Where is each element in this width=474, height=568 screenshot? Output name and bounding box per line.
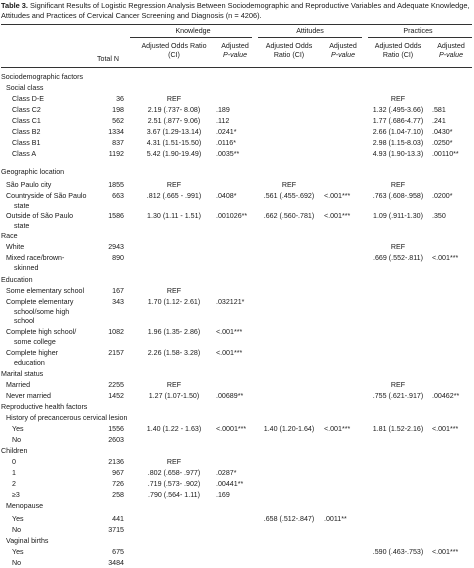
cell-knowledge-p: .0116* [216,139,236,147]
header-knowledge-p: P-value [222,51,248,59]
group-attitudes: Attitudes [296,27,324,35]
cell-knowledge-p: .00689** [216,392,244,400]
row-label: Yes [12,548,24,556]
caption-text: Significant Results of Logistic Regression Analysis Between Sociodemographic and Reproductive Variables and Adequate Knowledge, Attitudes and Practices of Cervical Cancer Screening and Diagnosis (n = 4206). [1,1,470,20]
cell-practices-p: .350 [432,212,446,220]
group-label: Complete elementary [6,298,74,306]
row-label: Class B2 [12,128,41,136]
cell-knowledge-p: .00441** [216,480,244,488]
caption-label: Table 3. [1,1,28,10]
cell-knowledge-p: .0241* [216,128,237,136]
group-label: Married [6,381,31,389]
cell-knowledge-or: 1.70 (1.12- 2.61) [147,298,201,306]
row-label: Class A [12,150,37,158]
cell-knowledge-or: 2.26 (1.58- 3.28) [147,349,201,357]
row-label-cont: school [14,317,35,325]
top-rule [1,24,472,25]
cell-knowledge-or: 1.96 (1.35- 2.86) [147,328,201,336]
header-rule [1,67,472,68]
group-label: Complete higher [6,349,59,357]
header-attitudes-adj: Adjusted [329,42,357,50]
cell-knowledge-or: .790 (.564- 1.11) [148,491,200,499]
cell-total-n: 2255 [108,381,124,389]
cell-total-n: 663 [112,192,124,200]
cell-attitudes-p: .0011** [324,515,347,523]
row-label-cont: state [14,201,30,210]
knowledge-rule [130,37,252,38]
cell-total-n: 675 [112,548,124,556]
cell-knowledge-p: <.0001*** [216,425,247,433]
cell-practices-p: <.001*** [432,425,459,433]
cell-knowledge-p: .0035** [216,150,240,158]
group-knowledge: Knowledge [175,27,211,35]
header-attitudes-or-1: Adjusted Odds [265,42,313,50]
header-knowledge-or-1: Adjusted Odds Ratio [141,42,207,50]
cell-practices-or: 2.98 (1.15-8.03) [372,139,424,147]
header-practices-or-2: Ratio (CI) [382,51,414,59]
cell-knowledge-or: 1.27 (1.07-1.50) [148,392,200,400]
cell-knowledge-or: REF [166,287,182,295]
row-label-cont: school/some high [14,307,70,316]
group-practices: Practices [403,27,433,35]
group-label: Never married [6,392,51,400]
section-heading: Reproductive health factors [1,403,88,411]
row-label: No [12,436,22,444]
group-label: History of precancerous cervical lesion [6,414,128,422]
cell-practices-or: .669 (.552-.811) [373,254,423,262]
cell-total-n: 562 [112,117,124,125]
row-label: Class B1 [12,139,41,147]
cell-attitudes-p: <.001*** [324,425,351,433]
header-practices-p: P-value [438,51,464,59]
cell-total-n: 1192 [108,150,124,158]
cell-practices-or: 1.32 (.495-3.66) [372,106,424,114]
group-label: Outside of São Paulo [6,212,74,220]
section-heading: Marital status [1,370,44,378]
cell-attitudes-or: REF [281,181,297,189]
row-label: Yes [12,425,24,433]
cell-knowledge-or: 2.19 (.737- 8.08) [147,106,201,114]
cell-practices-p: .00462** [432,392,460,400]
row-label: No [12,559,22,567]
row-label: Class D-E [12,95,44,103]
row-label: No [12,526,22,534]
cell-knowledge-or: .812 (.665 - .991) [146,192,202,200]
section-heading: Geographic location [1,168,65,176]
cell-knowledge-or: REF [166,95,182,103]
cell-practices-p: .0250* [432,139,453,147]
table-caption [1,1,471,20]
section-heading: Education [1,276,33,284]
cell-knowledge-or: REF [166,181,182,189]
row-label-cont: education [14,358,45,367]
cell-practices-or: .763 (.608-.958) [372,192,424,200]
cell-total-n: 3715 [108,526,124,534]
cell-knowledge-or: REF [166,458,182,466]
header-knowledge-or-2: (CI) [168,51,180,59]
cell-total-n: 3484 [108,559,124,567]
cell-total-n: 1855 [108,181,124,189]
group-label: São Paulo city [6,181,52,189]
cell-attitudes-p: <.001*** [324,212,351,220]
cell-knowledge-or: .719 (.573- .902) [147,480,201,488]
cell-total-n: 36 [116,95,124,103]
cell-practices-p: <.001*** [432,254,459,262]
cell-total-n: 198 [112,106,124,114]
cell-practices-or: 4.93 (1.90-13.3) [372,150,424,158]
cell-knowledge-p: .0408* [216,192,237,200]
cell-total-n: 2603 [108,436,124,444]
practices-rule [368,37,472,38]
group-label: Vaginal births [6,537,49,545]
cell-total-n: 167 [112,287,124,295]
group-label: Social class [6,84,44,92]
cell-total-n: 441 [112,515,124,523]
cell-knowledge-p: .032121* [216,298,245,306]
cell-knowledge-or: 2.51 (.877- 9.06) [147,117,201,125]
cell-total-n: 1556 [108,425,124,433]
header-practices-adj: Adjusted [437,42,465,50]
cell-practices-or: 1.77 (.686-4.77) [372,117,424,125]
header-practices-or-1: Adjusted Odds [374,42,422,50]
cell-total-n: 1452 [108,392,124,400]
cell-knowledge-or: 5.42 (1.90-19.49) [146,150,202,158]
cell-practices-or: 2.66 (1.04-7.10) [372,128,424,136]
cell-practices-or: .755 (.621-.917) [372,392,424,400]
cell-attitudes-or: .658 (.512-.847) [263,515,315,523]
header-knowledge-adj: Adjusted [221,42,249,50]
row-label: 0 [12,458,16,466]
cell-attitudes-or: .561 (.455-.692) [263,192,315,200]
group-label: Menopause [6,502,44,510]
cell-total-n: 967 [112,469,124,477]
row-label-cont: some college [14,337,56,346]
cell-knowledge-or: .802 (.658- .977) [147,469,201,477]
header-total-n: Total N [96,55,120,63]
cell-practices-p: .00110** [432,150,459,158]
cell-knowledge-p: .112 [216,117,230,125]
cell-total-n: 2136 [108,458,124,466]
cell-knowledge-or: 1.40 (1.22 - 1.63) [146,425,202,433]
group-label: Countryside of São Paulo [6,192,87,200]
group-label: Some elementary school [6,287,85,295]
header-attitudes-or-2: Ratio (CI) [273,51,305,59]
cell-knowledge-p: .0287* [216,469,237,477]
cell-total-n: 2943 [108,243,124,251]
row-label: Class C1 [12,117,41,125]
group-label: White [6,243,25,251]
group-label: Mixed race/brown- [6,254,65,262]
cell-knowledge-p: <.001*** [216,328,243,336]
cell-practices-p: .0430* [432,128,453,136]
group-label: Complete high school/ [6,328,77,336]
cell-practices-or: REF [390,243,406,251]
cell-practices-or: REF [390,381,406,389]
cell-practices-or: REF [390,181,406,189]
header-attitudes-p: P-value [330,51,356,59]
cell-knowledge-or: 4.31 (1.51-15.50) [146,139,202,147]
cell-practices-or: 1.81 (1.52-2.16) [372,425,424,433]
row-label-cont: state [14,221,30,230]
row-label: Yes [12,515,24,523]
cell-practices-p: .0200* [432,192,453,200]
cell-practices-or: 1.09 (.911-1.30) [373,212,423,220]
cell-total-n: 1334 [108,128,124,136]
section-heading: Race [1,232,18,240]
row-label: 1 [12,469,16,477]
cell-total-n: 1586 [108,212,124,220]
cell-knowledge-p: .169 [216,491,230,499]
cell-knowledge-or: 1.30 (1.11 - 1.51) [147,212,201,220]
cell-total-n: 837 [112,139,124,147]
cell-total-n: 343 [112,298,124,306]
attitudes-rule [258,37,362,38]
row-label: Class C2 [12,106,41,114]
section-heading: Sociodemographic factors [1,73,84,81]
cell-knowledge-p: .189 [216,106,230,114]
cell-total-n: 890 [112,254,124,262]
cell-attitudes-p: <.001*** [324,192,351,200]
cell-knowledge-or: 3.67 (1.29-13.14) [146,128,202,136]
cell-knowledge-p: .001026** [216,212,248,220]
cell-total-n: 726 [112,480,124,488]
row-label: ≥3 [12,491,20,499]
cell-practices-or: REF [390,95,406,103]
row-label-cont: skinned [14,263,39,272]
cell-attitudes-or: .662 (.560-.781) [263,212,315,220]
cell-practices-p: <.001*** [432,548,459,556]
cell-total-n: 1082 [108,328,124,336]
section-heading: Children [1,447,28,455]
cell-knowledge-or: REF [166,381,182,389]
row-label: 2 [12,480,16,488]
cell-knowledge-p: <.001*** [216,349,243,357]
cell-practices-p: .241 [432,117,446,125]
cell-total-n: 258 [112,491,124,499]
cell-total-n: 2157 [108,349,124,357]
cell-practices-p: .581 [432,106,446,114]
cell-practices-or: .590 (.463-.753) [372,548,424,556]
cell-attitudes-or: 1.40 (1.20-1.64) [263,425,315,433]
